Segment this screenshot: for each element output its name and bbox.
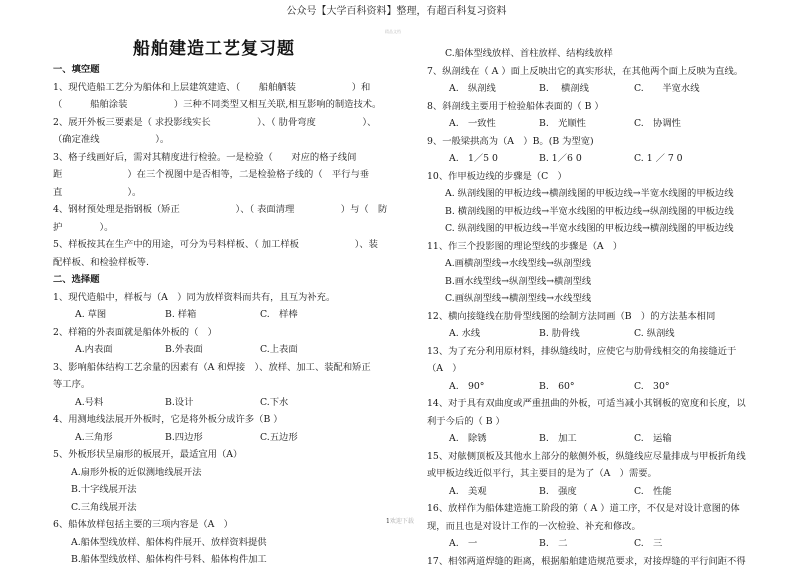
option-line: A.扇形外板的近似测地线展开法 (53, 464, 388, 482)
option-line: B.十字线展开法 (53, 481, 388, 499)
answer-options (427, 430, 767, 448)
question-line: （ 船舶涂装 ）三种不同类型又相互关联,相互影响的制造技术。 (53, 96, 388, 114)
question-line: 4、用测地线法展开外板时，它是将外板分成许多（B ） (53, 411, 388, 429)
option: B.设计 (165, 394, 260, 412)
option: C.下水 (260, 394, 360, 412)
answer-options (53, 429, 388, 447)
question-line: 现，而且也是对设计工作的一次检验、补充和修改。 (427, 518, 767, 536)
option: A. 1／5 0 (449, 150, 539, 168)
question-line: 直 ）。 (53, 184, 388, 202)
question-line: 13、为了充分利用原材料，排纵缝线时，应使它与肋骨线相交的角接缝近于 (427, 343, 767, 361)
question-line: 配样板、和检验样板等. (53, 254, 388, 272)
option: A. 草图 (75, 306, 165, 324)
question-line: 17、相邻两道焊缝的距离，根据船舶建造规范要求，对接焊缝的平行间距不得 (427, 553, 767, 570)
option: A.三角形 (75, 429, 165, 447)
option-line: C. 纵剖线图的甲板边线→半宽水线图的甲板边线→横剖线图的甲板边线 (427, 220, 767, 238)
footer-text: 欢迎下载 (390, 518, 414, 525)
question-line: 6、船体放样包括主要的三项内容是（A ） (53, 516, 388, 534)
option: A. 90° (449, 378, 539, 396)
option: A. 水线 (449, 325, 539, 343)
question-line: 3、格子线画好后，需对其精度进行检验。一是检验（ 对应的格子线间 (53, 149, 388, 167)
option-line: A.画横剖型线→水线型线→纵剖型线 (427, 255, 767, 273)
question-line: 9、一般梁拱高为（A ）B。(B 为型宽) (427, 133, 767, 151)
left-column (53, 61, 388, 569)
question-line: 3、影响船体结构工艺余量的因素有（A 和焊接 ）、放样、加工、装配和矫正 (53, 359, 388, 377)
option: B. 肋骨线 (539, 325, 634, 343)
option: C. 1 ／ 7 0 (634, 150, 734, 168)
option: A. 纵剖线 (449, 80, 539, 98)
answer-options (427, 535, 767, 553)
question-line: 15、对舷侧顶板及其他水上部分的舷侧外板，纵缝线应尽量排成与甲板折角线 (427, 448, 767, 466)
option: C. 协调性 (634, 115, 734, 133)
question-line: 2、展开外板三要素是（ 求投影线实长 ）、（ 肋骨弯度 ）、 (53, 114, 388, 132)
option: A.号料 (75, 394, 165, 412)
option: B. 横剖线 (539, 80, 634, 98)
option: C.五边形 (260, 429, 360, 447)
watermark: 精品文档 (385, 29, 401, 35)
question-line: 4、钢材预处理是指钢板（矫正 ）、（ 表面清理 ）与（ 防 (53, 201, 388, 219)
answer-options (427, 378, 767, 396)
option: B.外表面 (165, 341, 260, 359)
question-line: 2、样箱的外表面就是船体外板的（ ） (53, 324, 388, 342)
question-line: 7、纵剖线在（ A ）面上反映出它的真实形状，在其他两个面上反映为直线。 (427, 63, 767, 81)
answer-options (427, 150, 767, 168)
option-line: A.船体型线放样、船体构件展开、放样资料提供 (53, 534, 388, 552)
question-line: 14、对于具有双曲度或严重扭曲的外板，可适当减小其钢板的宽度和长度，以 (427, 395, 767, 413)
question-line: 利于今后的（ B ） (427, 413, 767, 431)
option: A. 一致性 (449, 115, 539, 133)
option-line: A. 纵剖线图的甲板边线→横剖线图的甲板边线→半宽水线图的甲板边线 (427, 185, 767, 203)
option: B.四边形 (165, 429, 260, 447)
section-heading: 一、填空题 (53, 61, 388, 79)
option: C. 纵剖线 (634, 325, 734, 343)
option: B. 样箱 (165, 306, 260, 324)
question-line: 5、外板形状呈扇形的板展开，最适宜用（A） (53, 446, 388, 464)
answer-options (427, 483, 767, 501)
option: B. 60° (539, 378, 634, 396)
option: B. 加工 (539, 430, 634, 448)
question-line: 1、现代造船工艺分为船体和上层建筑建造、（ 船舶舾装 ）和 (53, 79, 388, 97)
option: B. 1／6 0 (539, 150, 634, 168)
question-line: （确定准线 ）。 (53, 131, 388, 149)
question-line: 护 ）。 (53, 219, 388, 237)
answer-options (53, 394, 388, 412)
question-line: 8、斜剖线主要用于检验船体表面的（ B ） (427, 98, 767, 116)
question-line: 5、样板按其在生产中的用途，可分为号料样板、（ 加工样板 ）、装 (53, 236, 388, 254)
question-line: （A ） (427, 360, 767, 378)
option: A.内表面 (75, 341, 165, 359)
question-line: 12、横向接缝线在肋骨型线图的绘制方法同画（B ）的方法基本相同 (427, 308, 767, 326)
option: C. 半宽水线 (634, 80, 734, 98)
option: C. 三 (634, 535, 734, 553)
question-line: 16、放样作为船体建造施工阶段的第（ A ）道工序，不仅是对设计意图的体 (427, 500, 767, 518)
answer-options (427, 115, 767, 133)
answer-options (53, 306, 388, 324)
option-line: C.画纵剖型线→横剖型线→水线型线 (427, 290, 767, 308)
option-line: B. 横剖线图的甲板边线→半宽水线图的甲板边线→纵剖线图的甲板边线 (427, 203, 767, 221)
right-column (427, 45, 767, 570)
option-line: C.三角线展开法 (53, 499, 388, 517)
document-title: 船舶建造工艺复习题 (133, 34, 295, 59)
option-line: B.船体型线放样、船体构件号料、船体构件加工 (53, 551, 388, 569)
option: C. 30° (634, 378, 734, 396)
question-line: 或甲板边线近似平行，其主要目的是为了（A ）需要。 (427, 465, 767, 483)
option: B. 强度 (539, 483, 634, 501)
option-line: C.船体型线放样、首柱放样、结构线放样 (427, 45, 767, 63)
page-number: 1 (386, 518, 390, 525)
option: A. 一 (449, 535, 539, 553)
option: C. 性能 (634, 483, 734, 501)
option: B. 光顺性 (539, 115, 634, 133)
option: C. 运输 (634, 430, 734, 448)
option: A. 除锈 (449, 430, 539, 448)
answer-options (427, 80, 767, 98)
option-line: B.画水线型线→纵剖型线→横剖型线 (427, 273, 767, 291)
option: A. 美观 (449, 483, 539, 501)
answer-options (53, 341, 388, 359)
question-line: 等工序。 (53, 376, 388, 394)
question-line: 距 ）在三个视图中是否相等，二是检验格子线的（ 平行与垂 (53, 166, 388, 184)
page-header: 公众号【大学百科资料】整理，有超百科复习资料 (0, 2, 793, 17)
answer-options (427, 325, 767, 343)
option: C. 样棒 (260, 306, 360, 324)
option: C.上表面 (260, 341, 360, 359)
question-line: 1、现代造船中，样板与（A ）同为放样资料而共有，且互为补充。 (53, 289, 388, 307)
option: B. 二 (539, 535, 634, 553)
question-line: 10、作甲板边线的步骤是（C ） (427, 168, 767, 186)
section-heading: 二、选择题 (53, 271, 388, 289)
page-footer (386, 516, 414, 525)
question-line: 11、作三个投影图的理论型线的步骤是（A ） (427, 238, 767, 256)
